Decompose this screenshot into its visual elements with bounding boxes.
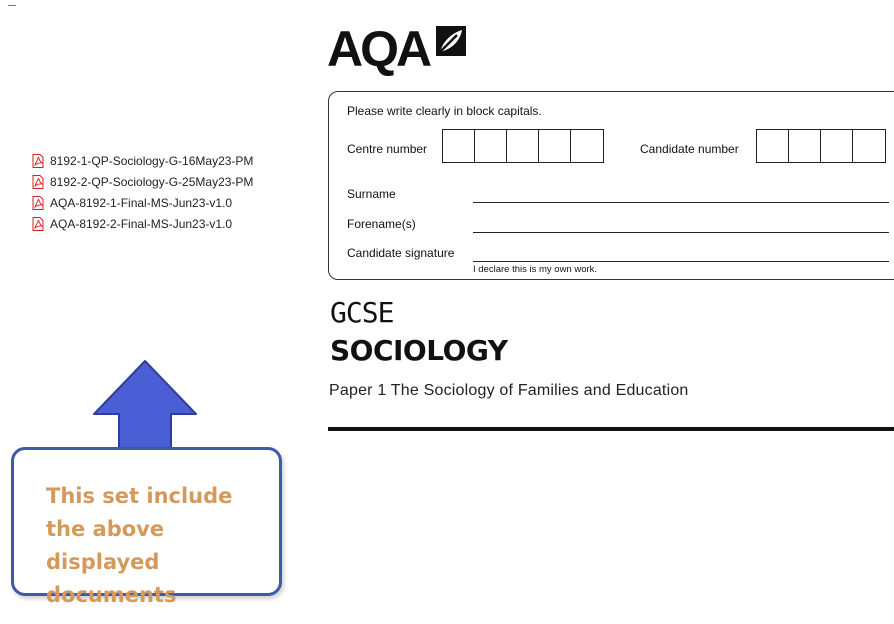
surname-label: Surname — [347, 187, 396, 201]
leaf-logo-icon — [435, 25, 467, 57]
digit-box[interactable] — [539, 130, 571, 162]
forename-label: Forename(s) — [347, 217, 416, 231]
corner-mark — [8, 5, 16, 6]
declaration-text: I declare this is my own work. — [473, 264, 598, 275]
pdf-icon — [32, 217, 44, 231]
file-list — [32, 150, 253, 234]
digit-box[interactable] — [757, 130, 789, 162]
divider-rule — [328, 427, 894, 431]
callout-text: This set include the above displayed documents — [46, 484, 233, 607]
signature-line[interactable] — [473, 261, 889, 262]
centre-number-label: Centre number — [347, 142, 428, 156]
digit-box[interactable] — [443, 130, 475, 162]
subject-title: SOCIOLOGY — [330, 334, 508, 367]
digit-box[interactable] — [853, 130, 885, 162]
digit-box[interactable] — [789, 130, 821, 162]
file-item[interactable] — [32, 171, 253, 192]
file-name: 8192-1-QP-Sociology-G-16May23-PM — [50, 153, 254, 168]
digit-box[interactable] — [821, 130, 853, 162]
candidate-number-boxes[interactable] — [756, 129, 886, 163]
logo-text: AQA — [327, 21, 430, 77]
surname-line[interactable] — [473, 202, 889, 203]
digit-box[interactable] — [475, 130, 507, 162]
qualification-title: GCSE — [330, 296, 394, 329]
paper-title: Paper 1 The Sociology of Families and Education — [329, 382, 689, 399]
signature-label: Candidate signature — [347, 246, 455, 260]
pdf-icon — [32, 154, 44, 168]
aqa-logo — [327, 22, 467, 76]
file-item[interactable] — [32, 192, 253, 213]
file-name: AQA-8192-1-Final-MS-Jun23-v1.0 — [50, 195, 233, 210]
candidate-number-label: Candidate number — [640, 142, 739, 156]
pdf-icon — [32, 175, 44, 189]
centre-number-boxes[interactable] — [442, 129, 604, 163]
file-name: AQA-8192-2-Final-MS-Jun23-v1.0 — [50, 216, 233, 231]
file-item[interactable] — [32, 150, 253, 171]
file-item[interactable] — [32, 213, 253, 234]
file-name: 8192-2-QP-Sociology-G-25May23-PM — [50, 174, 254, 189]
digit-box[interactable] — [507, 130, 539, 162]
pdf-icon — [32, 196, 44, 210]
forename-line[interactable] — [473, 232, 889, 233]
up-arrow-icon — [92, 359, 198, 451]
instruction-text: Please write clearly in block capitals. — [347, 104, 542, 118]
callout-box — [11, 447, 282, 607]
candidate-details-box — [328, 91, 894, 280]
digit-box[interactable] — [571, 130, 603, 162]
